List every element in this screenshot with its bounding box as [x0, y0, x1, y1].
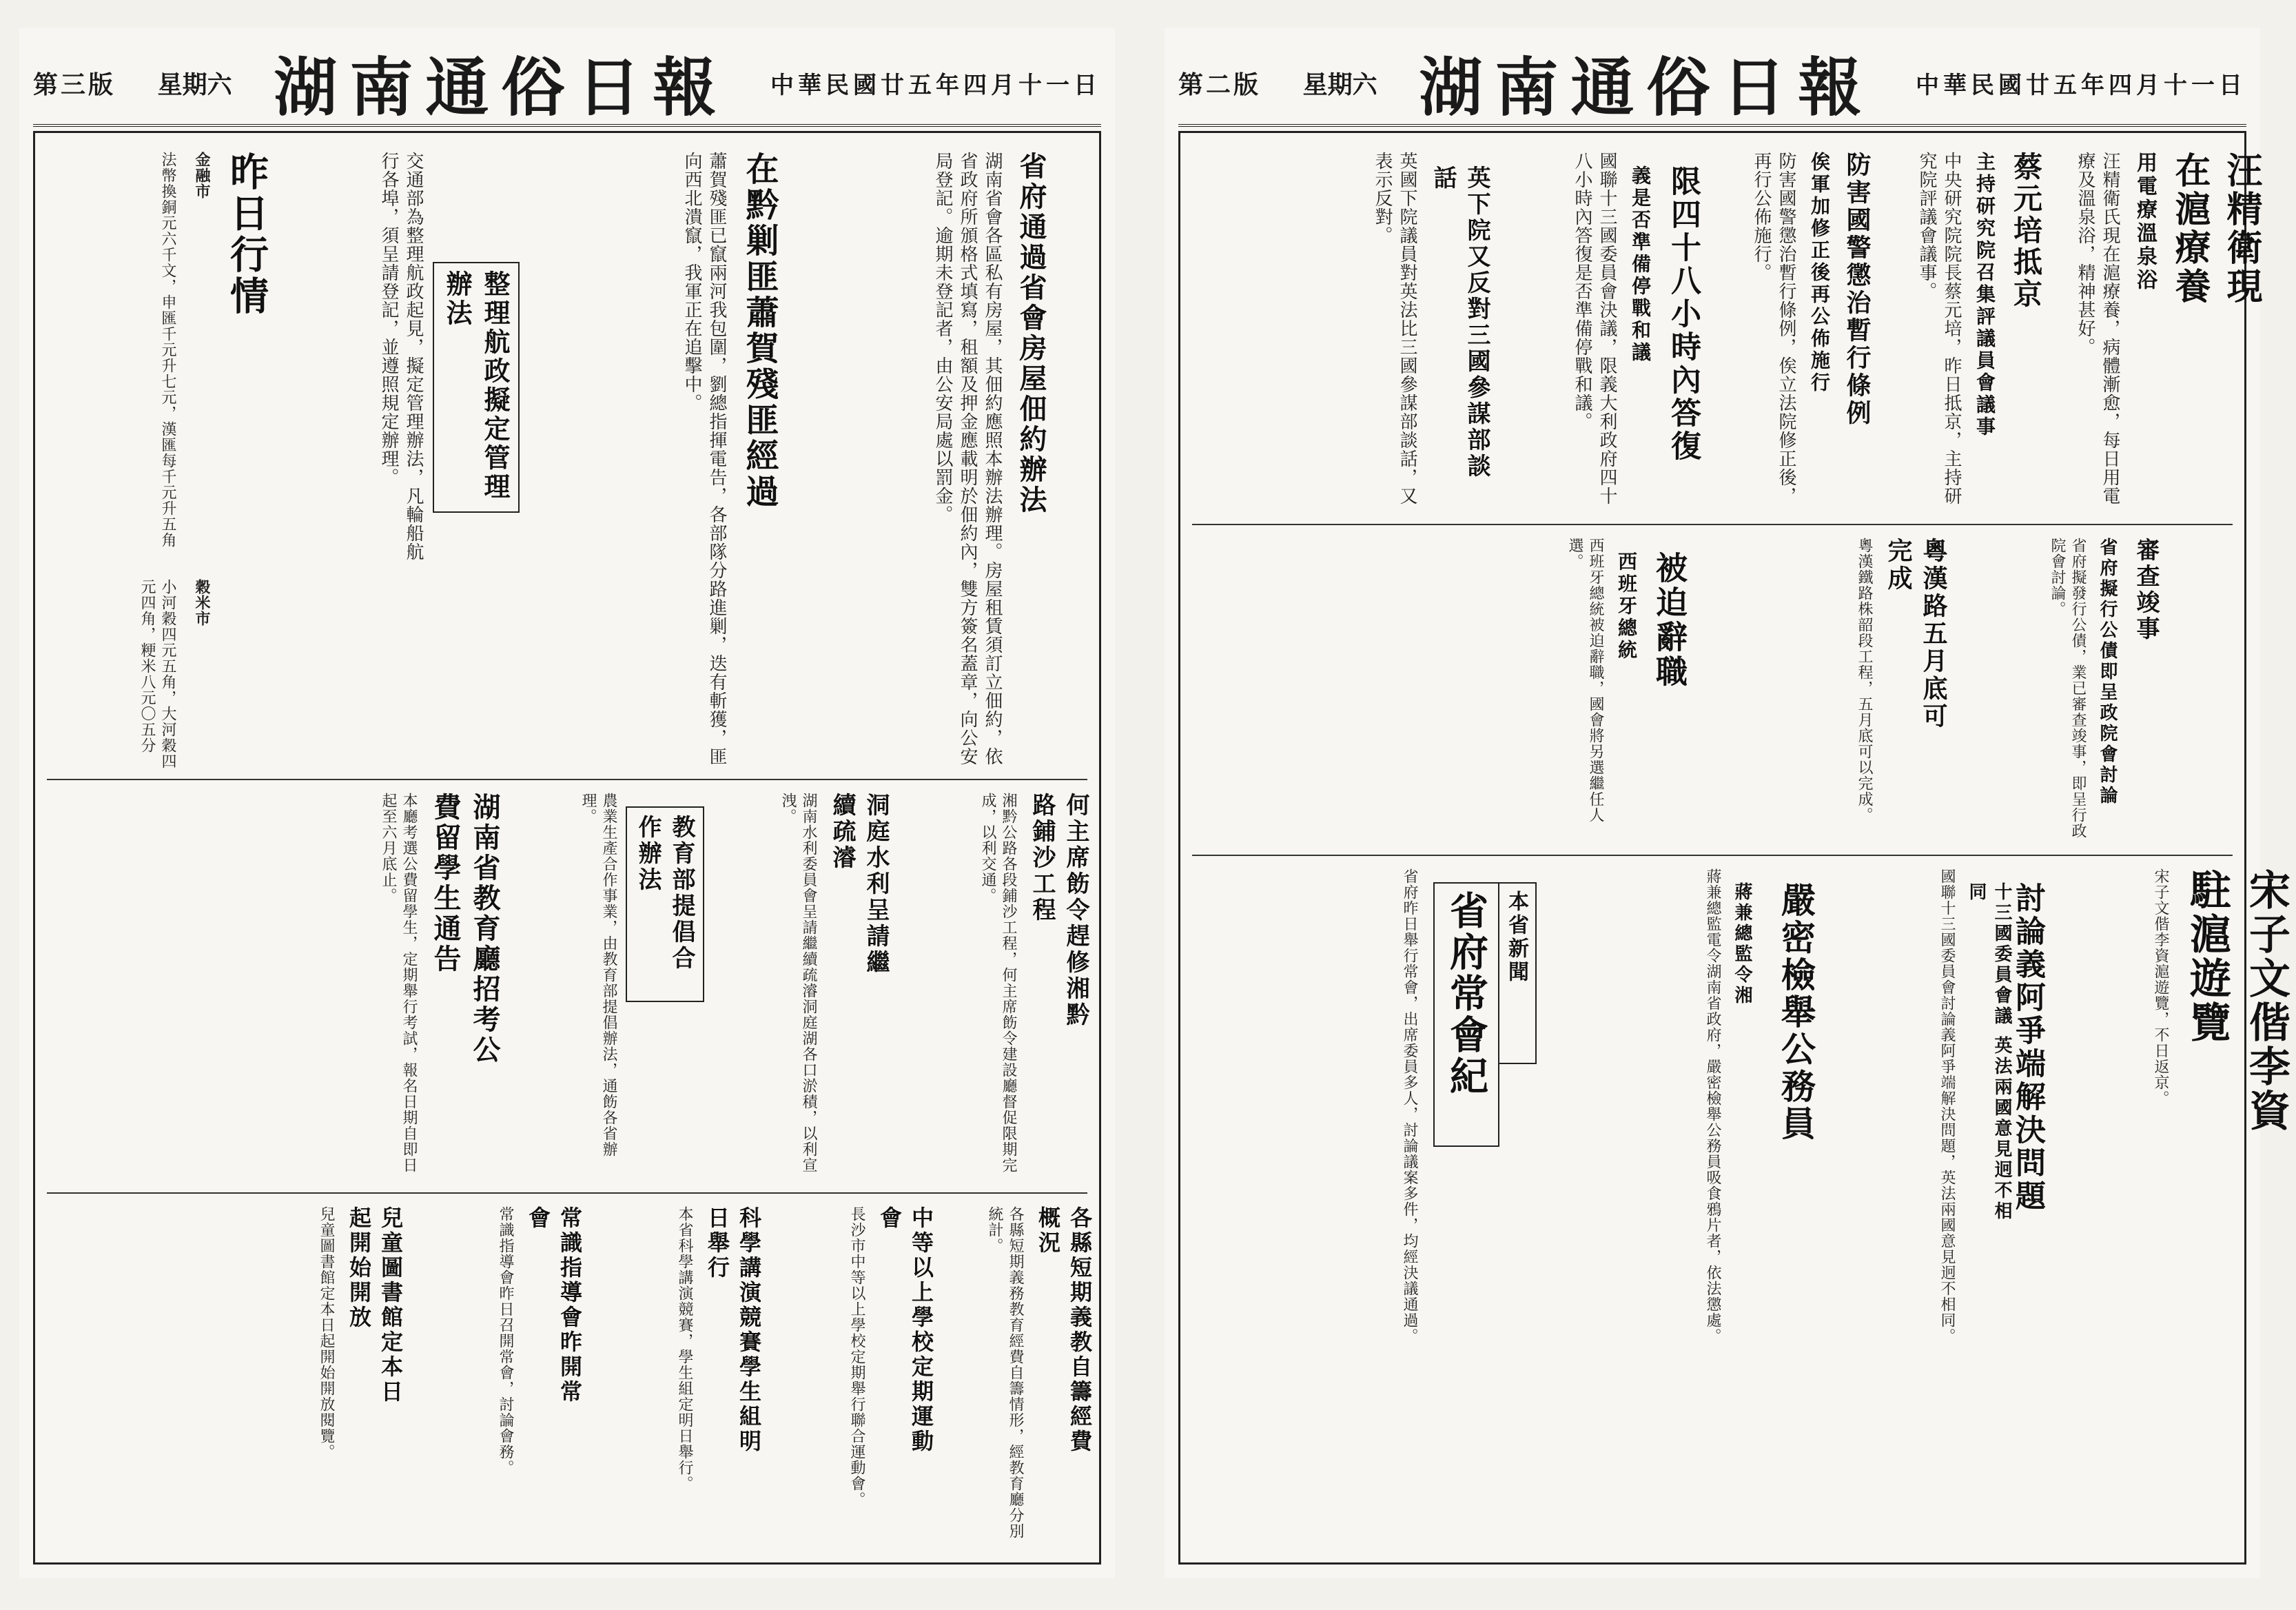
article-body: 省府擬發行公債，業已審查竣事，即呈行政院會討論。: [2049, 538, 2087, 839]
right-edition: 第二版: [1178, 70, 1262, 99]
article-body: 國聯十三國委員會討論義阿爭端解決問題，英法兩國意見迥不相同。: [1938, 868, 1956, 1344]
left-weekday: 星期六: [157, 70, 232, 99]
article-body: 湖南水利委員會呈請繼續疏濬洞庭湖各口淤積，以利宣洩。: [779, 793, 817, 1173]
article-headline: 省府常會紀: [1433, 882, 1499, 1147]
article-subhead: 蔣兼總監令湘: [1732, 882, 1752, 1006]
article-headline: 中等以上學校定期運動會: [877, 1206, 934, 1454]
article-headline: 科學講演競賽學生組明日舉行: [704, 1206, 762, 1454]
article-headline: 在黔剿匪蕭賀殘匪經過: [740, 152, 779, 510]
article-headline: 蔡元培抵京: [2009, 152, 2043, 310]
notice-text: 本廳考選公費留學生，定期舉行考試，報名日期自即日起至六月底止。: [380, 793, 418, 1173]
article-headline: 各縣短期義教自籌經費概況: [1035, 1206, 1093, 1454]
article-body: 國聯十三國委員會決議，限義大利政府四十八小時內答復是否準備停戰和議。: [1572, 152, 1617, 505]
article-body: 長沙市中等以上學校定期舉行聯合運動會。: [848, 1206, 865, 1507]
article-headline: 限四十八小時內答復: [1665, 165, 1701, 463]
article-subhead: 主持研究院召集評議員會議事: [1974, 152, 1996, 438]
article-body: 西班牙總統被迫辭職，國會將另選繼任人選。: [1566, 538, 1604, 823]
article-body: 蔣兼總監電令湖南省政府，嚴密檢舉公務員吸食鴉片者，依法懲處。: [1704, 868, 1721, 1344]
article-headline: 討論義阿爭端解決問題: [2010, 882, 2045, 1213]
article-subhead: 俟軍加修正後再公佈施行: [1808, 152, 1831, 394]
article-headline: 常識指導會昨開常會: [525, 1206, 583, 1405]
article-body: 蕭賀殘匪已竄兩河我包圍，劉總指揮電告，各部隊分路進剿，迭有斬獲，匪向西北潰竄，我軍正在追擊中。: [681, 152, 727, 766]
left-page: [19, 28, 1115, 1578]
divider: [47, 1192, 1087, 1194]
market-name: 穀米市: [193, 579, 211, 626]
article-subhead: 義是否準備停戰和議: [1629, 165, 1652, 364]
article-body: 常識指導會昨日召開常會，討論會務。: [497, 1206, 514, 1476]
divider: [1192, 855, 2233, 856]
market-headline: 昨日行情: [224, 152, 269, 317]
article-body: 汪精衛氏現在滬療養，病體漸愈，每日用電療及溫泉浴，精神甚好。: [2075, 152, 2120, 505]
article-headline: 粵漢路五月底可完成: [1884, 538, 1948, 731]
article-headline: 洞庭水利呈請繼續疏濬: [828, 793, 890, 976]
right-weekday: 星期六: [1302, 70, 1377, 99]
notice-headline: 湖南省教育廳招考公費留學生通告: [429, 793, 501, 1066]
article-headline: 省府通過省會房屋佃約辦法: [1015, 152, 1047, 516]
right-date: 中華民國廿五年四月十一日: [1915, 71, 2246, 99]
market-text: 法幣換銅元六千文，申匯千元升七元，漢匯每千元升五角: [159, 152, 176, 548]
article-headline: 嚴密檢舉公務員: [1776, 882, 1816, 1143]
article-body: 宋子文偕李資滬遊覽，不日返京。: [2152, 868, 2169, 1106]
article-headline: 審查竣事: [2132, 538, 2160, 642]
article-body: 交通部為整理航政起見，擬定管理辦法，凡輪船航行各埠，須呈請登記，並遵照規定辦理。: [378, 152, 424, 561]
article-body: 農業生產合作事業，由教育部提倡辦法，通飭各省辦理。: [580, 793, 617, 1157]
article-body: 湘黔公路各段鋪沙工程，何主席飭令建設廳督促限期完成，以利交通。: [979, 793, 1017, 1173]
article-headline: 宋子文偕李資駐滬遊覽: [2183, 868, 2290, 1133]
article-body: 各縣短期義務教育經費自籌情形，經教育廳分別統計。: [986, 1206, 1024, 1539]
article-body: 兒童圖書館定本日起開始開放閱覽。: [318, 1206, 335, 1460]
article-headline: 防害國警懲治暫行條例: [1843, 152, 1872, 427]
article-headline: 教育部提倡合作辦法: [626, 806, 704, 1002]
right-page: [1165, 28, 2290, 1578]
article-headline: 整理航政擬定管理辦法: [433, 262, 520, 513]
left-edition: 第三版: [33, 70, 116, 99]
article-body: 粵漢鐵路株韶段工程，五月底可以完成。: [1856, 538, 1873, 823]
market-name: 金融市: [193, 152, 211, 199]
divider: [1192, 524, 2233, 525]
article-subhead: 十三國委員會議 英法兩國意見迥不相同: [1966, 882, 2012, 1223]
right-masthead: [1178, 41, 2246, 127]
article-headline: 英下院又反對三國參謀部談話: [1429, 165, 1490, 480]
left-date: 中華民國廿五年四月十一日: [770, 71, 1101, 99]
right-newspaper-title: 湖南通俗日報: [1419, 50, 1874, 125]
article-subhead: 用電療溫泉浴: [2133, 152, 2157, 292]
divider: [47, 779, 1087, 780]
article-body: 英國下院議員對英法比三國參謀部談話，又表示反對。: [1372, 152, 1417, 505]
article-headline: 汪精衛現在滬療養: [2169, 152, 2262, 306]
market-text: 小河穀四元五角，大河穀四元四角，粳米八元〇五分: [139, 579, 176, 769]
left-newspaper-title: 湖南通俗日報: [274, 50, 729, 125]
article-body: 防害國警懲治暫行條例，俟立法院修正後，再行公佈施行。: [1751, 152, 1796, 505]
article-headline: 兒童圖書館定本日起開始開放: [346, 1206, 404, 1405]
article-subhead: 省府擬行公債即呈政院會討論: [2097, 538, 2118, 806]
left-masthead: [33, 41, 1101, 127]
article-body: 本省科學講演競賽，學生組定明日舉行。: [676, 1206, 693, 1491]
article-headline: 何主席飭令趕修湘黔路鋪沙工程: [1028, 793, 1089, 1028]
section-label: 本省新聞: [1495, 882, 1537, 1064]
article-headline: 被迫辭職: [1651, 551, 1688, 689]
article-subhead: 西班牙總統: [1615, 551, 1638, 662]
article-body: 省府昨日舉行常會，出席委員多人，討論議案多件，均經決議通過。: [1401, 868, 1418, 1344]
article-body: 中央研究院院長蔡元培，昨日抵京，主持研究院評議會議事。: [1916, 152, 1962, 505]
article-body: 湖南省會各區私有房屋，其佃約應照本辦法辦理。房屋租賃須訂立佃約，依省政府所頒格式填寫，租額及押金應載明於佃約內，雙方簽名蓋章，向公安局登記。逾期未登記者，由公安局處以罰金。: [932, 152, 1003, 766]
